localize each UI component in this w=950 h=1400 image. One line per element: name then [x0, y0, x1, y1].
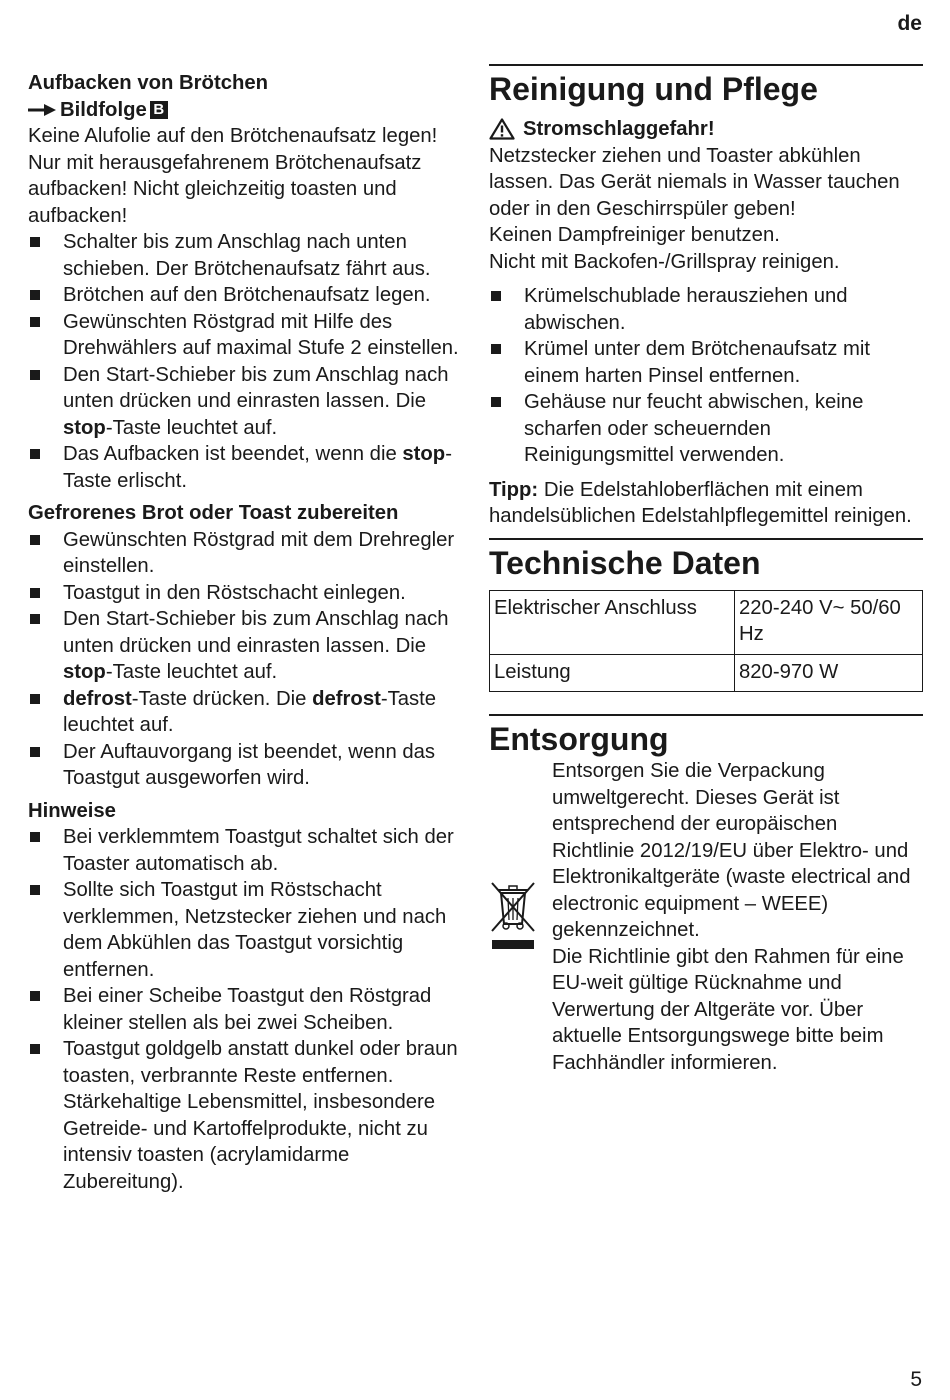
list-item: Der Auftauvorgang ist beendet, wenn das Toastgut ausgeworfen wird.	[28, 739, 468, 792]
cleaning-text: Keinen Dampfreiniger benutzen.	[489, 224, 780, 246]
step-text: Den Start-Schieber bis zum Anschlag nach unten drücken und einrasten lassen. Die	[63, 363, 449, 412]
step-text: -Taste drücken. Die	[131, 687, 313, 710]
tech-key: Elektrischer Anschluss	[490, 590, 735, 654]
step-text: -Taste leuchtet auf.	[63, 687, 437, 736]
arrow-right-icon	[28, 103, 56, 117]
step-text: -Taste leuchtet auf.	[105, 416, 278, 439]
list-item	[28, 606, 468, 686]
list-item: Schalter bis zum Anschlag nach unten schieben. Der Brötchenaufsatz fährt aus.	[28, 229, 468, 282]
list-item: Sollte sich Toastgut im Röstschacht verklemmen, Netzstecker ziehen und nach dem Abkühlen das Toastgut vorsichtig entfernen.	[28, 877, 468, 983]
baking-steps	[28, 229, 468, 494]
disposal-heading: Entsorgung	[489, 721, 669, 757]
list-item: Toastgut goldgelb anstatt dunkel oder braun toasten, verbrannte Reste entfernen. Stärkehaltige Lebensmittel, insbesondere Getreide- und Kartoffelprodukte, nicht zu intensiv toasten (acrylamidarme Zubereitung).	[28, 1036, 468, 1195]
disposal-block	[489, 758, 923, 1076]
warning-text: Stromschlaggefahr!	[523, 118, 715, 140]
disposal-text	[552, 758, 923, 1076]
cleaning-text: Netzstecker ziehen und Toaster abkühlen lassen. Das Gerät niemals in Wasser tauchen oder in den Geschirrspüler geben!	[489, 144, 900, 220]
table-row	[490, 590, 923, 654]
warning-triangle-icon	[489, 118, 515, 140]
stop-key-label: stop	[402, 443, 446, 465]
tip-paragraph	[489, 477, 923, 530]
list-item: Bei verklemmtem Toastgut schaltet sich der Toaster automatisch ab.	[28, 824, 468, 877]
tech-heading: Technische Daten	[489, 544, 761, 581]
list-item: Toastgut in den Röstschacht einlegen.	[28, 580, 468, 607]
tip-label: Tipp:	[489, 478, 539, 501]
list-item: Gewünschten Röstgrad mit dem Drehregler einstellen.	[28, 527, 468, 580]
tech-table	[489, 590, 923, 693]
tech-section	[489, 538, 923, 693]
figure-reference	[28, 97, 468, 124]
list-item	[28, 686, 468, 739]
cleaning-text: Nicht mit Backofen-/Grillspray reinigen.	[489, 250, 840, 273]
left-column	[28, 70, 468, 1195]
table-row	[490, 654, 923, 692]
list-item: Krümel unter dem Brötchenaufsatz mit einem harten Pinsel entfernen.	[489, 336, 923, 389]
baking-heading: Aufbacken von Brötchen	[28, 72, 269, 94]
list-item: Gehäuse nur feucht abwischen, keine scharfen oder scheuernden Reinigungsmittel verwenden.	[489, 389, 923, 469]
list-item: Brötchen auf den Brötchenaufsatz legen.	[28, 282, 468, 309]
language-code: de	[897, 12, 922, 35]
tech-key: Leistung	[490, 654, 735, 692]
defrost-key-label: defrost	[63, 687, 132, 710]
step-text: Den Start-Schieber bis zum Anschlag nach unten drücken und einrasten lassen. Die	[63, 608, 449, 657]
disposal-section	[489, 714, 923, 1076]
notes-heading: Hinweise	[28, 799, 116, 822]
tech-value: 820-970 W	[735, 654, 923, 692]
stop-key-label: stop	[63, 661, 106, 683]
figure-reference-label: Bildfolge	[60, 98, 147, 121]
page-number: 5	[910, 1368, 922, 1391]
frozen-heading: Gefrorenes Brot oder Toast zubereiten	[28, 502, 399, 524]
cleaning-heading: Reinigung und Pflege	[489, 71, 818, 107]
disposal-paragraph: Die Richtlinie gibt den Rahmen für eine EU-weit gültige Rücknahme und Verwertung der Altgeräte vor. Über aktuelle Entsorgungswege bitte beim Fachhändler informieren.	[552, 945, 904, 1074]
crossed-out-bin-icon	[489, 756, 537, 1076]
frozen-steps	[28, 527, 468, 792]
step-text: -Taste leuchtet auf.	[105, 661, 278, 683]
cleaning-steps	[489, 283, 923, 469]
tip-text: Die Edelstahloberflächen mit einem handelsüblichen Edelstahlpflegemittel reinigen.	[489, 478, 912, 527]
list-item: Bei einer Scheibe Toastgut den Röstgrad kleiner stellen als bei zwei Scheiben.	[28, 983, 468, 1036]
notes-list	[28, 824, 468, 1195]
list-item	[28, 441, 468, 494]
tech-value: 220-240 V~ 50/60 Hz	[735, 590, 923, 654]
right-column	[489, 64, 923, 1076]
baking-intro: Keine Alufolie auf den Brötchenaufsatz legen! Nur mit herausgefahrenem Brötchenaufsatz aufbacken! Nicht gleichzeitig toasten und aufbacken!	[28, 125, 438, 227]
list-item	[28, 362, 468, 442]
list-item: Gewünschten Röstgrad mit Hilfe des Drehwählers auf maximal Stufe 2 einstellen.	[28, 309, 468, 362]
stop-key-label: stop	[63, 416, 106, 439]
warning-line	[489, 116, 923, 143]
figure-letter-badge: B	[150, 101, 168, 119]
disposal-paragraph: Entsorgen Sie die Verpackung umweltgerecht. Dieses Gerät ist entsprechend der europäischen Richtlinie 2012/19/EU über Elektro- und Elektronikaltgeräte (waste electrical and electronic equipment – WEEE) gekennzeichnet.	[552, 760, 911, 941]
list-item: Krümelschublade herausziehen und abwischen.	[489, 283, 923, 336]
cleaning-section	[489, 64, 923, 530]
defrost-key-label: defrost	[312, 687, 381, 710]
step-text: -Taste erlischt.	[63, 443, 452, 492]
step-text: Das Aufbacken ist beendet, wenn die	[63, 443, 403, 465]
